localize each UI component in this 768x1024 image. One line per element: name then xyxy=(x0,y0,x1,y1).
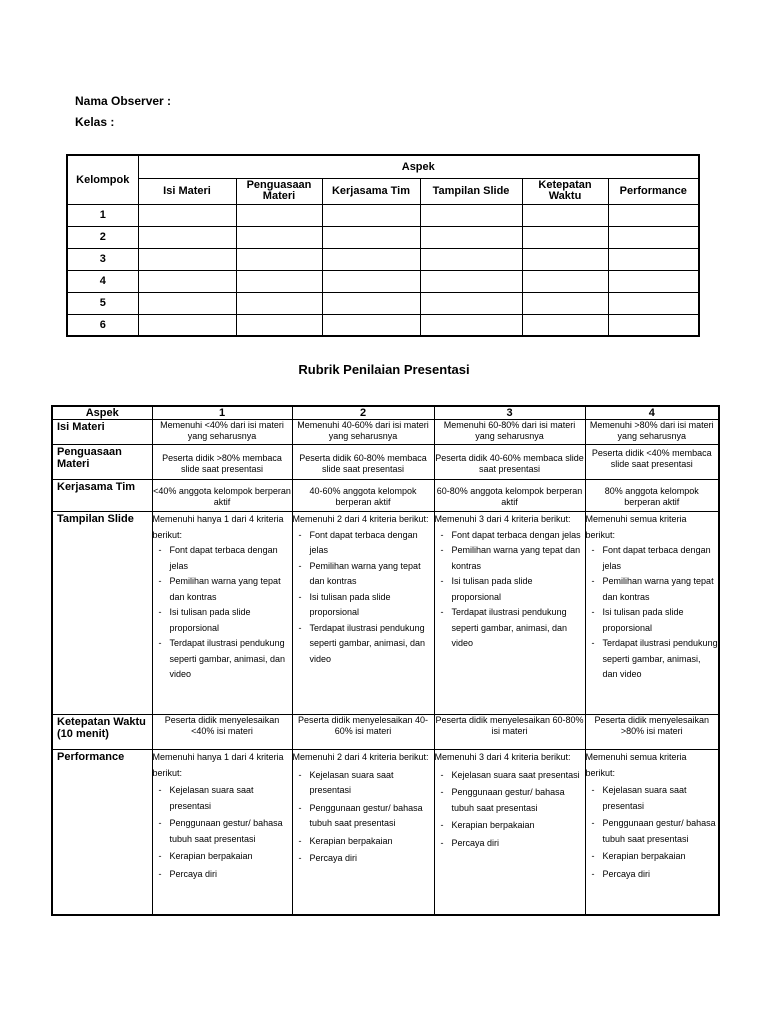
criteria-item: - Pemilihan warna yang tepat dan kontras xyxy=(586,574,719,605)
criteria-item: - Kerapian berpakaian xyxy=(586,849,719,865)
empty-cell xyxy=(522,226,608,248)
aspect-column-header: Aspek xyxy=(52,406,152,420)
empty-cell xyxy=(236,292,322,314)
rubric-title: Rubrik Penilaian Presentasi xyxy=(298,362,470,377)
empty-cell xyxy=(522,270,608,292)
criteria-intro: Memenuhi 2 dari 4 kriteria berikut: xyxy=(292,752,429,762)
criteria-item: - Isi tulisan pada slide proporsional xyxy=(293,590,434,621)
empty-cell xyxy=(420,270,522,292)
empty-cell xyxy=(138,314,236,336)
empty-cell xyxy=(420,314,522,336)
aspect-header: Aspek xyxy=(138,155,699,178)
empty-cell xyxy=(608,226,699,248)
aspect-label: Tampilan Slide xyxy=(52,512,152,715)
group-header: Kelompok xyxy=(67,155,138,204)
empty-cell xyxy=(322,248,420,270)
criteria-item: - Kerapian berpakaian xyxy=(293,834,434,850)
score-4 xyxy=(585,512,719,715)
criteria-item: - Kejelasan suara saat presentasi xyxy=(586,783,719,814)
criteria-list xyxy=(586,543,719,683)
criteria-item: - Kejelasan suara saat presentasi xyxy=(153,783,292,814)
criteria-list xyxy=(435,528,585,652)
row-ketepatan xyxy=(52,715,719,750)
observation-table xyxy=(66,154,700,337)
column-header: Performance xyxy=(608,178,699,204)
criteria-intro: Memenuhi 3 dari 4 kriteria berikut: xyxy=(434,514,571,524)
criteria-item: - Penggunaan gestur/ bahasa tubuh saat presentasi xyxy=(293,801,434,832)
empty-cell xyxy=(608,314,699,336)
empty-cell xyxy=(322,226,420,248)
empty-cell xyxy=(322,314,420,336)
score-2: Memenuhi 40-60% dari isi materi yang seharusnya xyxy=(292,420,434,445)
score-1 xyxy=(152,750,292,915)
empty-cell xyxy=(522,204,608,226)
empty-cell xyxy=(420,248,522,270)
empty-cell xyxy=(322,204,420,226)
empty-cell xyxy=(138,270,236,292)
criteria-list xyxy=(153,543,292,683)
observer-label: Nama Observer : xyxy=(75,94,172,108)
group-number: 4 xyxy=(67,270,138,292)
score-4 xyxy=(585,750,719,915)
empty-cell xyxy=(236,248,322,270)
criteria-list xyxy=(586,783,719,882)
criteria-item: - Kejelasan suara saat presentasi xyxy=(435,768,585,784)
column-header: Ketepatan Waktu xyxy=(522,178,608,204)
criteria-item: - Terdapat ilustrasi pendukung seperti gambar, animasi, dan video xyxy=(293,621,434,668)
score-1: <40% anggota kelompok berperan aktif xyxy=(152,480,292,512)
criteria-item: - Kerapian berpakaian xyxy=(435,818,585,834)
score-1 xyxy=(152,512,292,715)
empty-cell xyxy=(236,270,322,292)
group-row xyxy=(67,204,699,226)
row-penguasaan xyxy=(52,445,719,480)
score-3 xyxy=(434,512,585,715)
criteria-item: - Pemilihan warna yang tepat dan kontras xyxy=(293,559,434,590)
score-column-header: 2 xyxy=(292,406,434,420)
empty-cell xyxy=(236,226,322,248)
rubric-table xyxy=(51,405,720,916)
score-4: Memenuhi >80% dari isi materi yang seharusnya xyxy=(585,420,719,445)
empty-cell xyxy=(420,292,522,314)
criteria-item: - Isi tulisan pada slide proporsional xyxy=(153,605,292,636)
score-2: Peserta didik 60-80% membaca slide saat presentasi xyxy=(292,445,434,480)
empty-cell xyxy=(522,248,608,270)
score-3 xyxy=(434,750,585,915)
empty-cell xyxy=(608,248,699,270)
row-kerjasama xyxy=(52,480,719,512)
criteria-item: - Font dapat terbaca dengan jelas xyxy=(435,528,585,544)
score-2: 40-60% anggota kelompok berperan aktif xyxy=(292,480,434,512)
empty-cell xyxy=(138,204,236,226)
empty-cell xyxy=(138,226,236,248)
empty-cell xyxy=(522,292,608,314)
aspect-label: Penguasaan Materi xyxy=(52,445,152,480)
empty-cell xyxy=(420,204,522,226)
empty-cell xyxy=(322,292,420,314)
criteria-item: - Terdapat ilustrasi pendukung seperti gambar, animasi, dan video xyxy=(435,605,585,652)
empty-cell xyxy=(608,204,699,226)
criteria-item: - Isi tulisan pada slide proporsional xyxy=(435,574,585,605)
score-2: Peserta didik menyelesaikan 40-60% isi materi xyxy=(292,715,434,750)
kelas-label: Kelas : xyxy=(75,115,115,129)
group-row xyxy=(67,226,699,248)
criteria-item: - Penggunaan gestur/ bahasa tubuh saat presentasi xyxy=(435,785,585,816)
criteria-item: - Kerapian berpakaian xyxy=(153,849,292,865)
criteria-item: - Penggunaan gestur/ bahasa tubuh saat presentasi xyxy=(586,816,719,847)
score-3: 60-80% anggota kelompok berperan aktif xyxy=(434,480,585,512)
aspect-label: Ketepatan Waktu (10 menit) xyxy=(52,715,152,750)
empty-cell xyxy=(420,226,522,248)
criteria-list xyxy=(293,768,434,867)
group-number: 3 xyxy=(67,248,138,270)
aspect-label: Isi Materi xyxy=(52,420,152,445)
row-performance xyxy=(52,750,719,915)
column-header: Tampilan Slide xyxy=(420,178,522,204)
criteria-item: - Pemilihan warna yang tepat dan kontras xyxy=(435,543,585,574)
criteria-intro: Memenuhi semua kriteria berikut: xyxy=(585,752,687,778)
criteria-item: - Terdapat ilustrasi pendukung seperti gambar, animasi, dan video xyxy=(153,636,292,683)
score-1: Memenuhi <40% dari isi materi yang seharusnya xyxy=(152,420,292,445)
score-column-header: 4 xyxy=(585,406,719,420)
empty-cell xyxy=(608,270,699,292)
empty-cell xyxy=(236,204,322,226)
score-2 xyxy=(292,750,434,915)
aspect-label: Kerjasama Tim xyxy=(52,480,152,512)
criteria-intro: Memenuhi 2 dari 4 kriteria berikut: xyxy=(292,514,429,524)
row-isi-materi xyxy=(52,420,719,445)
criteria-item: - Isi tulisan pada slide proporsional xyxy=(586,605,719,636)
empty-cell xyxy=(138,248,236,270)
row-tampilan-slide xyxy=(52,512,719,715)
empty-cell xyxy=(138,292,236,314)
column-header: Kerjasama Tim xyxy=(322,178,420,204)
group-row xyxy=(67,248,699,270)
empty-cell xyxy=(236,314,322,336)
criteria-list xyxy=(293,528,434,668)
criteria-item: - Font dapat terbaca dengan jelas xyxy=(293,528,434,559)
criteria-intro: Memenuhi semua kriteria berikut: xyxy=(585,514,687,540)
score-4: Peserta didik <40% membaca slide saat presentasi xyxy=(585,445,719,480)
criteria-item: - Font dapat terbaca dengan jelas xyxy=(153,543,292,574)
aspect-label: Performance xyxy=(52,750,152,915)
criteria-intro: Memenuhi hanya 1 dari 4 kriteria berikut: xyxy=(152,752,284,778)
group-number: 1 xyxy=(67,204,138,226)
criteria-item: - Pemilihan warna yang tepat dan kontras xyxy=(153,574,292,605)
group-number: 5 xyxy=(67,292,138,314)
empty-cell xyxy=(608,292,699,314)
criteria-item: - Font dapat terbaca dengan jelas xyxy=(586,543,719,574)
criteria-intro: Memenuhi 3 dari 4 kriteria berikut: xyxy=(434,752,571,762)
criteria-item: - Percaya diri xyxy=(586,867,719,883)
criteria-list xyxy=(435,768,585,852)
score-4: 80% anggota kelompok berperan aktif xyxy=(585,480,719,512)
score-4: Peserta didik menyelesaikan >80% isi materi xyxy=(585,715,719,750)
group-row xyxy=(67,270,699,292)
criteria-list xyxy=(153,783,292,882)
score-column-header: 3 xyxy=(434,406,585,420)
criteria-item: - Terdapat ilustrasi pendukung seperti gambar, animasi, dan video xyxy=(586,636,719,683)
score-3: Peserta didik 40-60% membaca slide saat presentasi xyxy=(434,445,585,480)
column-header: Penguasaan Materi xyxy=(236,178,322,204)
score-3: Peserta didik menyelesaikan 60-80% isi materi xyxy=(434,715,585,750)
group-number: 2 xyxy=(67,226,138,248)
group-row xyxy=(67,292,699,314)
criteria-item: - Percaya diri xyxy=(293,851,434,867)
group-number: 6 xyxy=(67,314,138,336)
criteria-intro: Memenuhi hanya 1 dari 4 kriteria berikut: xyxy=(152,514,284,540)
score-2 xyxy=(292,512,434,715)
criteria-item: - Percaya diri xyxy=(435,836,585,852)
score-column-header: 1 xyxy=(152,406,292,420)
score-3: Memenuhi 60-80% dari isi materi yang seharusnya xyxy=(434,420,585,445)
criteria-item: - Kejelasan suara saat presentasi xyxy=(293,768,434,799)
empty-cell xyxy=(522,314,608,336)
column-header: Isi Materi xyxy=(138,178,236,204)
criteria-item: - Percaya diri xyxy=(153,867,292,883)
group-row xyxy=(67,314,699,336)
score-1: Peserta didik >80% membaca slide saat presentasi xyxy=(152,445,292,480)
score-1: Peserta didik menyelesaikan <40% isi materi xyxy=(152,715,292,750)
empty-cell xyxy=(322,270,420,292)
criteria-item: - Penggunaan gestur/ bahasa tubuh saat presentasi xyxy=(153,816,292,847)
